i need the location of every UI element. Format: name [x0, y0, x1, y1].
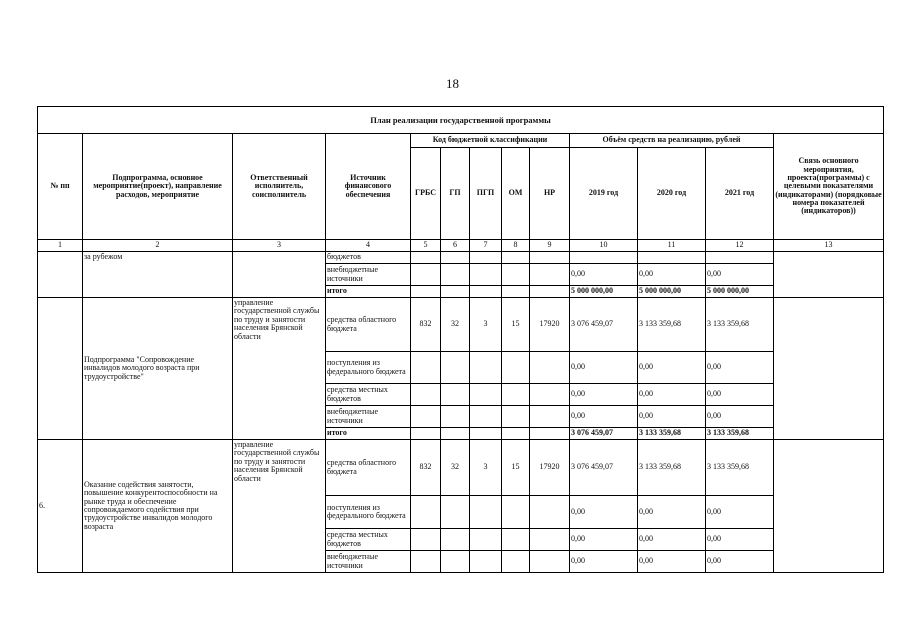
value-2019: 5 000 000,00: [570, 286, 638, 298]
header-2021: 2021 год: [706, 148, 774, 240]
value-2019: 3 076 459,07: [570, 298, 638, 352]
pgp-cell: 3: [470, 440, 502, 496]
source-cell: внебюджетные источники: [326, 551, 411, 573]
measure-name: Оказание содействия занятости, повышение конкурентоспособности на рынке труда и обеспечение сопровождаемого содействия при трудоустройстве инвалидов молодого возраста: [83, 440, 233, 573]
header-subprogram: Подпрограмма, основное мероприятие(проект), направление расходов, мероприятие: [83, 134, 233, 240]
col-num: 10: [570, 240, 638, 252]
value-2021: 5 000 000,00: [706, 286, 774, 298]
header-volume: Объём средств на реализацию, рублей: [570, 134, 774, 148]
program-plan-table: [37, 106, 884, 573]
measure-name: за рубежом: [83, 252, 233, 298]
source-cell: поступления из федерального бюджета: [326, 496, 411, 529]
table-title: План реализации государственной программы: [38, 107, 884, 134]
link-cell: [774, 298, 884, 440]
header-2019: 2019 год: [570, 148, 638, 240]
header-no: № пп: [38, 134, 83, 240]
value-2020: 0,00: [638, 551, 706, 573]
source-cell: внебюджетные источники: [326, 264, 411, 286]
value-2019: [570, 252, 638, 264]
col-num: 3: [233, 240, 326, 252]
header-budget-code: Код бюджетной классификации: [411, 134, 570, 148]
value-2020: 3 133 359,68: [638, 428, 706, 440]
gp-cell: 32: [441, 440, 470, 496]
link-cell: [774, 252, 884, 298]
value-2021: 0,00: [706, 529, 774, 551]
value-2021: 0,00: [706, 551, 774, 573]
value-2019: 0,00: [570, 496, 638, 529]
executor-cell: управление государственной службы по труду и занятости населения Брянской области: [233, 440, 326, 573]
value-2020: 0,00: [638, 384, 706, 406]
header-source: Источник финансового обеспечения: [326, 134, 411, 240]
value-2020: 0,00: [638, 264, 706, 286]
source-cell: итого: [326, 286, 411, 298]
page-number: 18: [446, 76, 459, 91]
col-num: 13: [774, 240, 884, 252]
row-no: [38, 252, 83, 298]
value-2019: 3 076 459,07: [570, 428, 638, 440]
header-om: ОМ: [502, 148, 530, 240]
header-2020: 2020 год: [638, 148, 706, 240]
source-cell: поступления из федерального бюджета: [326, 352, 411, 384]
col-num: 9: [530, 240, 570, 252]
source-cell: средства местных бюджетов: [326, 384, 411, 406]
header-link: Связь основного мероприятия, проекта(программы) с целевыми показателями (индикаторами) (порядковые номера показателей (индикаторов)): [774, 134, 884, 240]
value-2020: [638, 252, 706, 264]
source-cell: средства областного бюджета: [326, 298, 411, 352]
header-pgp: ПГП: [470, 148, 502, 240]
header-nr: НР: [530, 148, 570, 240]
link-cell: [774, 440, 884, 573]
executor-cell: [233, 252, 326, 298]
grbs-cell: 832: [411, 440, 441, 496]
value-2021: 0,00: [706, 406, 774, 428]
table-row: [38, 298, 884, 352]
pgp-cell: 3: [470, 298, 502, 352]
value-2021: 0,00: [706, 384, 774, 406]
col-num: 11: [638, 240, 706, 252]
source-cell: средства местных бюджетов: [326, 529, 411, 551]
col-num: 2: [83, 240, 233, 252]
value-2019: 0,00: [570, 264, 638, 286]
value-2020: 0,00: [638, 406, 706, 428]
col-num: 8: [502, 240, 530, 252]
value-2021: 0,00: [706, 352, 774, 384]
header-gp: ГП: [441, 148, 470, 240]
header-executor: Ответственный исполнитель, соисполнитель: [233, 134, 326, 240]
source-cell: бюджетов: [326, 252, 411, 264]
value-2021: 0,00: [706, 264, 774, 286]
col-num: 5: [411, 240, 441, 252]
source-cell: итого: [326, 428, 411, 440]
value-2021: 3 133 359,68: [706, 440, 774, 496]
nr-cell: 17920: [530, 440, 570, 496]
source-cell: внебюджетные источники: [326, 406, 411, 428]
column-numbers-row: [38, 240, 884, 252]
nr-cell: 17920: [530, 298, 570, 352]
value-2020: 0,00: [638, 496, 706, 529]
value-2021: 3 133 359,68: [706, 298, 774, 352]
header-grbs: ГРБС: [411, 148, 441, 240]
value-2021: [706, 252, 774, 264]
row-no: [38, 298, 83, 440]
value-2021: 3 133 359,68: [706, 428, 774, 440]
value-2020: 3 133 359,68: [638, 440, 706, 496]
value-2019: 0,00: [570, 384, 638, 406]
value-2020: 0,00: [638, 529, 706, 551]
value-2019: 0,00: [570, 406, 638, 428]
om-cell: 15: [502, 298, 530, 352]
subprogram-name: Подпрограмма "Сопровождение инвалидов молодого возраста при трудоустройстве": [83, 298, 233, 440]
value-2020: 0,00: [638, 352, 706, 384]
value-2020: 5 000 000,00: [638, 286, 706, 298]
grbs-cell: 832: [411, 298, 441, 352]
value-2019: 3 076 459,07: [570, 440, 638, 496]
value-2020: 3 133 359,68: [638, 298, 706, 352]
value-2021: 0,00: [706, 496, 774, 529]
col-num: 6: [441, 240, 470, 252]
value-2019: 0,00: [570, 551, 638, 573]
executor-cell: управление государственной службы по труду и занятости населения Брянской области: [233, 298, 326, 440]
value-2019: 0,00: [570, 352, 638, 384]
col-num: 4: [326, 240, 411, 252]
row-no: 6.: [38, 440, 83, 573]
table-row: [38, 252, 884, 264]
col-num: 1: [38, 240, 83, 252]
col-num: 12: [706, 240, 774, 252]
gp-cell: 32: [441, 298, 470, 352]
value-2019: 0,00: [570, 529, 638, 551]
source-cell: средства областного бюджета: [326, 440, 411, 496]
om-cell: 15: [502, 440, 530, 496]
table-row: [38, 440, 884, 496]
col-num: 7: [470, 240, 502, 252]
